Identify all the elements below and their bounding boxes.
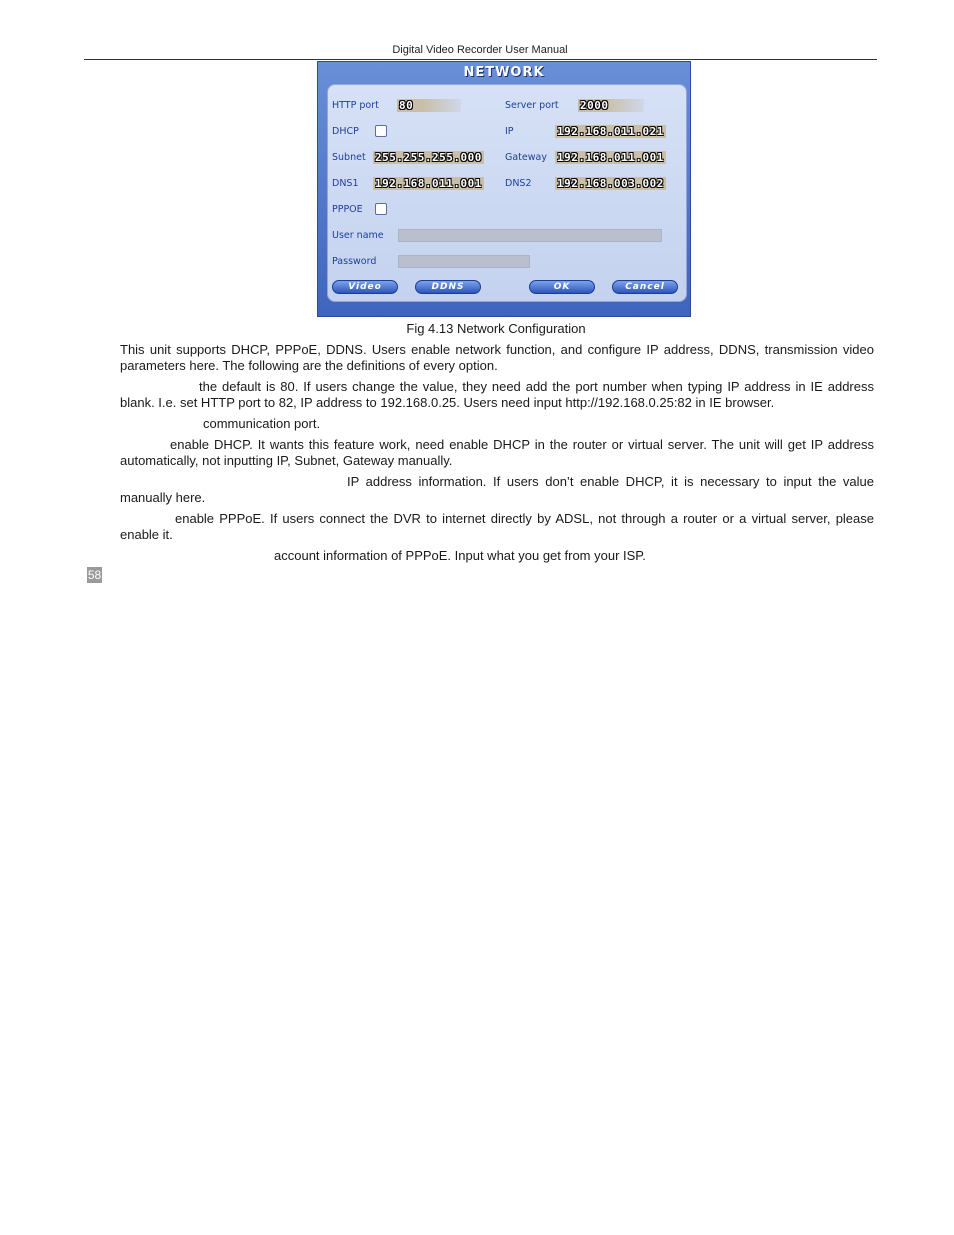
ip-label: IP bbox=[505, 126, 514, 137]
paragraph-http-port: the default is 80. If users change the value, they need add the port number when typing IP address in IE address blank. I.e. set HTTP port to 82, IP address to 192.168.0.25. Users need input http://192.168.0.25:82 in IE browser. bbox=[120, 379, 874, 410]
user-name-label: User name bbox=[332, 230, 384, 241]
cancel-button[interactable]: Cancel bbox=[612, 280, 678, 294]
paragraph-intro: This unit supports DHCP, PPPoE, DDNS. Users enable network function, and configure IP address, DDNS, transmission video parameters here. The following are the definitions of every option. bbox=[120, 342, 874, 373]
password-label: Password bbox=[332, 256, 377, 267]
paragraph-pppoe-account: account information of PPPoE. Input what you get from your ISP. bbox=[274, 548, 646, 563]
paragraph-server-port: communication port. bbox=[203, 416, 321, 431]
dhcp-checkbox[interactable] bbox=[375, 125, 387, 137]
gateway-field[interactable]: 192.168.011.001 bbox=[557, 151, 664, 164]
subnet-label: Subnet bbox=[332, 152, 366, 163]
password-field[interactable] bbox=[398, 255, 530, 268]
page-number: 58 bbox=[87, 568, 102, 582]
http-port-field[interactable]: 80 bbox=[397, 99, 461, 112]
paragraph-pppoe: enable PPPoE. If users connect the DVR to internet directly by ADSL, not through a router or a virtual server, please enable it. bbox=[120, 511, 874, 542]
server-port-label: Server port bbox=[505, 100, 559, 111]
header-title: Digital Video Recorder User Manual bbox=[392, 44, 568, 56]
user-name-field[interactable] bbox=[398, 229, 662, 242]
ip-field[interactable]: 192.168.011.021 bbox=[557, 125, 664, 138]
dhcp-label: DHCP bbox=[332, 126, 359, 137]
pppoe-label: PPPOE bbox=[332, 204, 363, 215]
http-port-label: HTTP port bbox=[332, 100, 379, 111]
gateway-label: Gateway bbox=[505, 152, 547, 163]
paragraph-ip: IP address information. If users don’t enable DHCP, it is necessary to input the value manually here. bbox=[120, 474, 874, 505]
figure-caption: Fig 4.13 Network Configuration bbox=[406, 321, 586, 336]
dialog-panel bbox=[327, 84, 687, 302]
network-dialog-figure bbox=[317, 61, 691, 317]
subnet-field[interactable]: 255.255.255.000 bbox=[375, 151, 482, 164]
dns1-field[interactable]: 192.168.011.001 bbox=[375, 177, 482, 190]
video-button[interactable]: Video bbox=[332, 280, 398, 294]
pppoe-checkbox[interactable] bbox=[375, 203, 387, 215]
header-rule bbox=[84, 59, 877, 60]
dns2-field[interactable]: 192.168.003.002 bbox=[557, 177, 664, 190]
dialog-title: NETWORK bbox=[463, 65, 545, 80]
ddns-button[interactable]: DDNS bbox=[415, 280, 481, 294]
server-port-field[interactable]: 2000 bbox=[578, 99, 644, 112]
ok-button[interactable]: OK bbox=[529, 280, 595, 294]
dns2-label: DNS2 bbox=[505, 178, 532, 189]
dns1-label: DNS1 bbox=[332, 178, 359, 189]
paragraph-dhcp: enable DHCP. It wants this feature work, need enable DHCP in the router or virtual server. The unit will get IP address automatically, not inputting IP, Subnet, Gateway manually. bbox=[120, 437, 874, 468]
